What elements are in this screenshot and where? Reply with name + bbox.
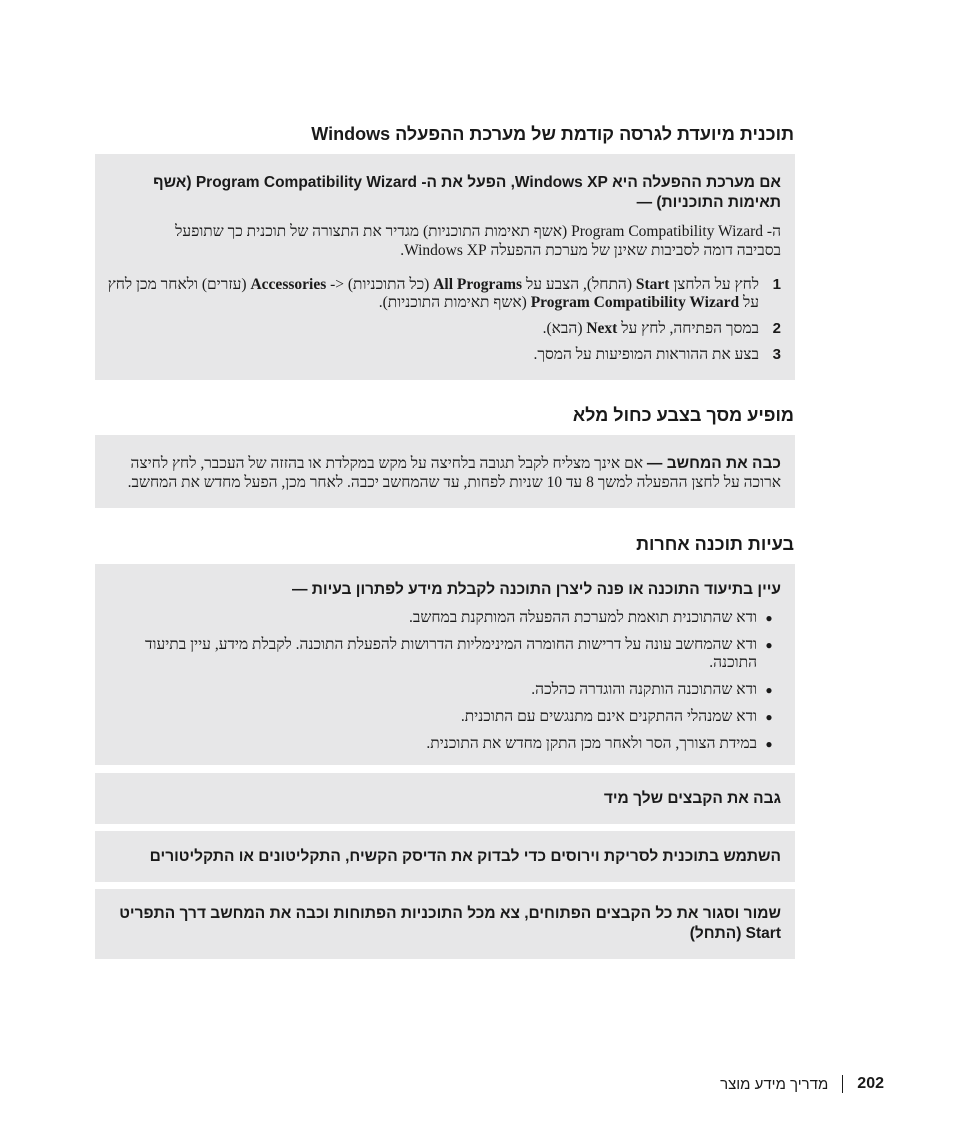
blue-screen-text bbox=[107, 454, 781, 492]
step-1 bbox=[107, 276, 781, 312]
step-number: 1 bbox=[772, 276, 781, 293]
step-number: 2 bbox=[772, 320, 781, 337]
step-text-part: לחץ על הלחצן bbox=[669, 276, 759, 293]
blue-screen-body: אם אינך מצליח לקבל תגובה בלחיצה על מקש במקלדת או בהזזה של העכבר, לחץ לחיצה ארוכה על לחצן ההפעלה למשך 8 עד 10 שניות לפחות, עד שהמחשב יכבה. לאחר מכן, הפעל מחדש את המחשב. bbox=[127, 455, 781, 491]
list-item bbox=[107, 708, 781, 726]
software-docs-title: עיין בתיעוד התוכנה או פנה ליצרן התוכנה לקבלת מידע לפתרון בעיות — bbox=[291, 581, 781, 598]
step-text-part: בצע את ההוראות המופיעות על המסך. bbox=[533, 346, 759, 363]
section-heading-old-windows: תוכנית מיועדת לגרסה קודמת של מערכת ההפעלה Windows bbox=[311, 124, 794, 144]
step-2 bbox=[107, 320, 781, 338]
ui-term-accessories: Accessories bbox=[250, 276, 327, 293]
ui-term-all-programs: All Programs bbox=[433, 276, 523, 293]
section-heading-blue-screen: מופיע מסך בצבע כחול מלא bbox=[572, 405, 794, 425]
step-text-part: (אשף תאימות התוכניות). bbox=[378, 294, 531, 311]
footer-divider bbox=[842, 1075, 843, 1093]
blue-screen-box bbox=[95, 435, 795, 508]
compat-wizard-title-line2: תאימות התוכניות) — bbox=[636, 194, 781, 211]
step-text bbox=[107, 276, 759, 312]
bullet-icon: ● bbox=[765, 737, 773, 751]
ui-term-compat-wizard: Program Compatibility Wizard bbox=[530, 294, 740, 311]
list-item-text: ודא שמנהלי ההתקנים אינם מתנגשים עם התוכנית. bbox=[460, 708, 757, 725]
step-text bbox=[107, 320, 759, 338]
list-item bbox=[107, 681, 781, 699]
virus-scan-box bbox=[95, 831, 795, 882]
list-item bbox=[107, 735, 781, 753]
step-text-part: במסך הפתיחה, לחץ על bbox=[617, 320, 759, 337]
ui-term-next: Next bbox=[586, 320, 618, 337]
backup-box bbox=[95, 773, 795, 824]
compat-wizard-box bbox=[95, 154, 795, 380]
list-item-text: ודא שהמחשב עונה על דרישות החומרה המינימליות הדרושות להפעלת התוכנה. לקבלת מידע, עיין בתיעוד התוכנה. bbox=[145, 636, 757, 671]
bullet-icon: ● bbox=[765, 683, 773, 697]
shutdown-title-line1: שמור וסגור את כל הקבצים הפתוחים, צא מכל התוכניות הפתוחות וכבה את המחשב דרך התפריט bbox=[119, 905, 781, 922]
step-text-part: (כל התוכניות) <- bbox=[326, 276, 434, 293]
list-item-text: ודא שהתוכנה הותקנה והוגדרה כהלכה. bbox=[531, 681, 757, 698]
compat-wizard-title bbox=[107, 173, 781, 213]
bullet-icon: ● bbox=[765, 710, 773, 724]
step-text-part: (הבא). bbox=[542, 320, 587, 337]
shutdown-title-line2: Start (התחל) bbox=[689, 925, 781, 942]
step-text-part: (התחל), הצבע על bbox=[522, 276, 636, 293]
blue-screen-lead: כבה את המחשב — bbox=[646, 455, 781, 472]
step-number: 3 bbox=[772, 346, 781, 363]
compat-wizard-intro-line1: ה- Program Compatibility Wizard (אשף תאימות התוכניות) מגדיר את התצורה של תוכנית כך שתופעל bbox=[175, 223, 781, 240]
backup-title: גבה את הקבצים שלך מיד bbox=[603, 790, 781, 807]
bullet-icon: ● bbox=[765, 611, 773, 625]
shutdown-title bbox=[107, 904, 781, 944]
step-3 bbox=[107, 346, 781, 364]
page-footer bbox=[720, 1075, 884, 1093]
compat-wizard-intro bbox=[107, 222, 781, 260]
page-number: 202 bbox=[857, 1075, 884, 1092]
step-text bbox=[107, 346, 759, 364]
guide-title: מדריך מידע מוצר bbox=[720, 1075, 829, 1093]
compat-wizard-title-line1: אם מערכת ההפעלה היא Windows XP, הפעל את ה- Program Compatibility Wizard (אשף bbox=[153, 174, 781, 191]
ui-term-start: Start bbox=[635, 276, 670, 293]
list-item-text: במידת הצורך, הסר ולאחר מכן התקן מחדש את התוכנית. bbox=[426, 735, 757, 752]
shutdown-box bbox=[95, 889, 795, 959]
list-item bbox=[107, 609, 781, 627]
step-text-part: (עזרים) ולאחר מכן לחץ על bbox=[107, 276, 759, 311]
compat-wizard-intro-line2: בסביבה דומה לסביבות שאינן של מערכת ההפעלה Windows XP. bbox=[400, 242, 781, 259]
section-heading-other-software: בעיות תוכנה אחרות bbox=[636, 534, 794, 554]
list-item-text: ודא שהתוכנית תואמת למערכת ההפעלה המותקנת במחשב. bbox=[409, 609, 757, 626]
list-item bbox=[107, 636, 781, 672]
software-docs-box bbox=[95, 564, 795, 765]
virus-scan-title: השתמש בתוכנית לסריקת וירוסים כדי לבדוק את הדיסק הקשיח, התקליטונים או התקליטורים bbox=[149, 848, 781, 865]
bullet-icon: ● bbox=[765, 638, 773, 652]
steps-list bbox=[107, 276, 781, 364]
bullet-list bbox=[107, 609, 781, 753]
